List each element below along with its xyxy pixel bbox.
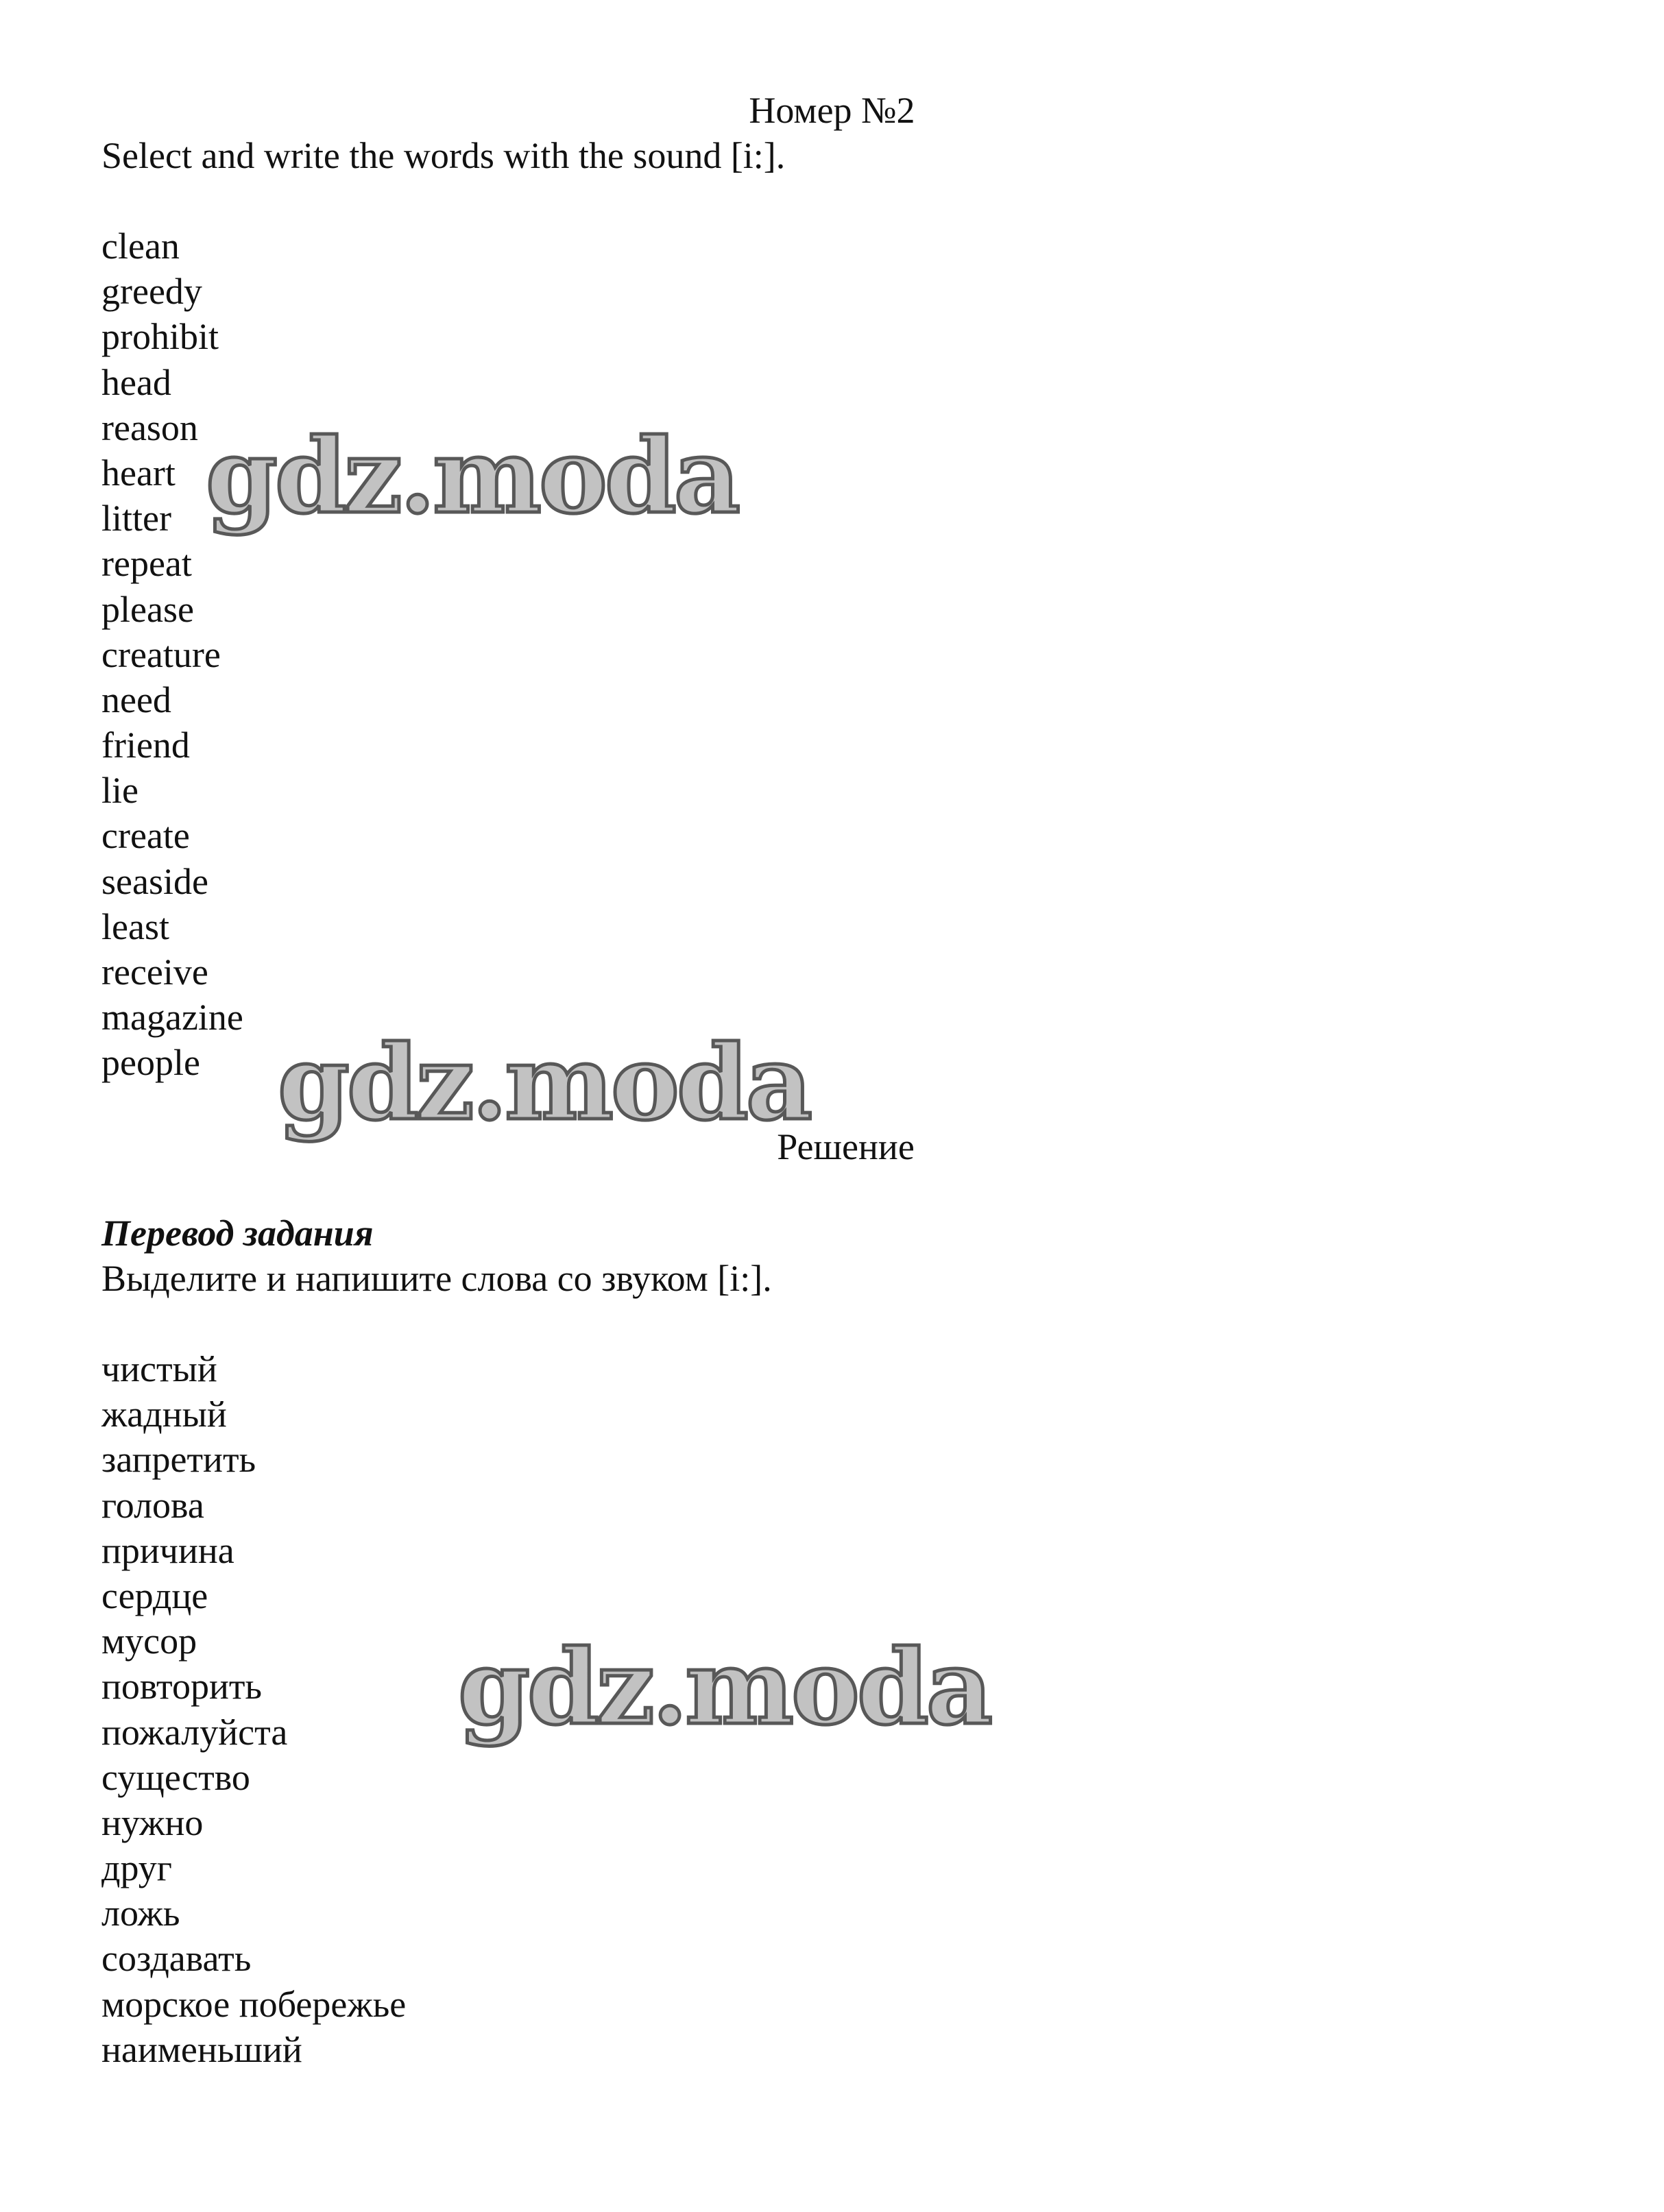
list-item: magazine [101,997,243,1038]
list-item: запретить [101,1439,256,1481]
list-item: мусор [101,1620,197,1662]
list-item: повторить [101,1666,263,1707]
list-item: чистый [101,1348,217,1389]
list-item: repeat [101,543,192,585]
list-item: please [101,588,194,630]
list-item: creature [101,633,221,675]
list-item: ложь [101,1893,180,1934]
list-item: друг [101,1847,172,1889]
list-item: clean [101,226,180,267]
list-item: people [101,1042,200,1084]
list-item: сердце [101,1575,208,1616]
list-item: friend [101,725,190,766]
list-item: жадный [101,1394,227,1435]
translation-title: Перевод задания [101,1213,374,1254]
watermark-logo: gdz.moda [278,1023,810,1143]
solution-heading: Решение [777,1126,915,1167]
list-item: причина [101,1529,234,1571]
list-item: пожалуйста [101,1711,288,1753]
list-item: head [101,361,171,403]
list-item: lie [101,770,138,812]
english-word-list [101,223,243,1086]
list-item: существо [101,1756,250,1798]
list-item: need [101,679,171,720]
list-item: litter [101,498,171,539]
list-item: создавать [101,1938,252,1980]
task-number: Номер №2 [749,90,915,131]
list-item: heart [101,452,176,494]
task-instruction: Select and write the words with the sound [i:]. [101,135,786,176]
list-item: prohibit [101,316,219,358]
list-item: create [101,815,190,857]
list-item: receive [101,951,208,993]
russian-word-list [101,1346,406,2072]
translation-instruction: Выделите и напишите слова со звуком [i:]. [101,1258,772,1299]
list-item: least [101,906,169,947]
watermark-logo: gdz.moda [458,1627,991,1748]
list-item: нужно [101,1801,204,1843]
list-item: greedy [101,271,202,313]
list-item: голова [101,1484,204,1526]
list-item: морское побережье [101,1983,407,2025]
list-item: seaside [101,860,208,902]
list-item: наименьший [101,2028,302,2070]
watermark-logo: gdz.moda [206,416,738,537]
list-item: reason [101,406,198,448]
